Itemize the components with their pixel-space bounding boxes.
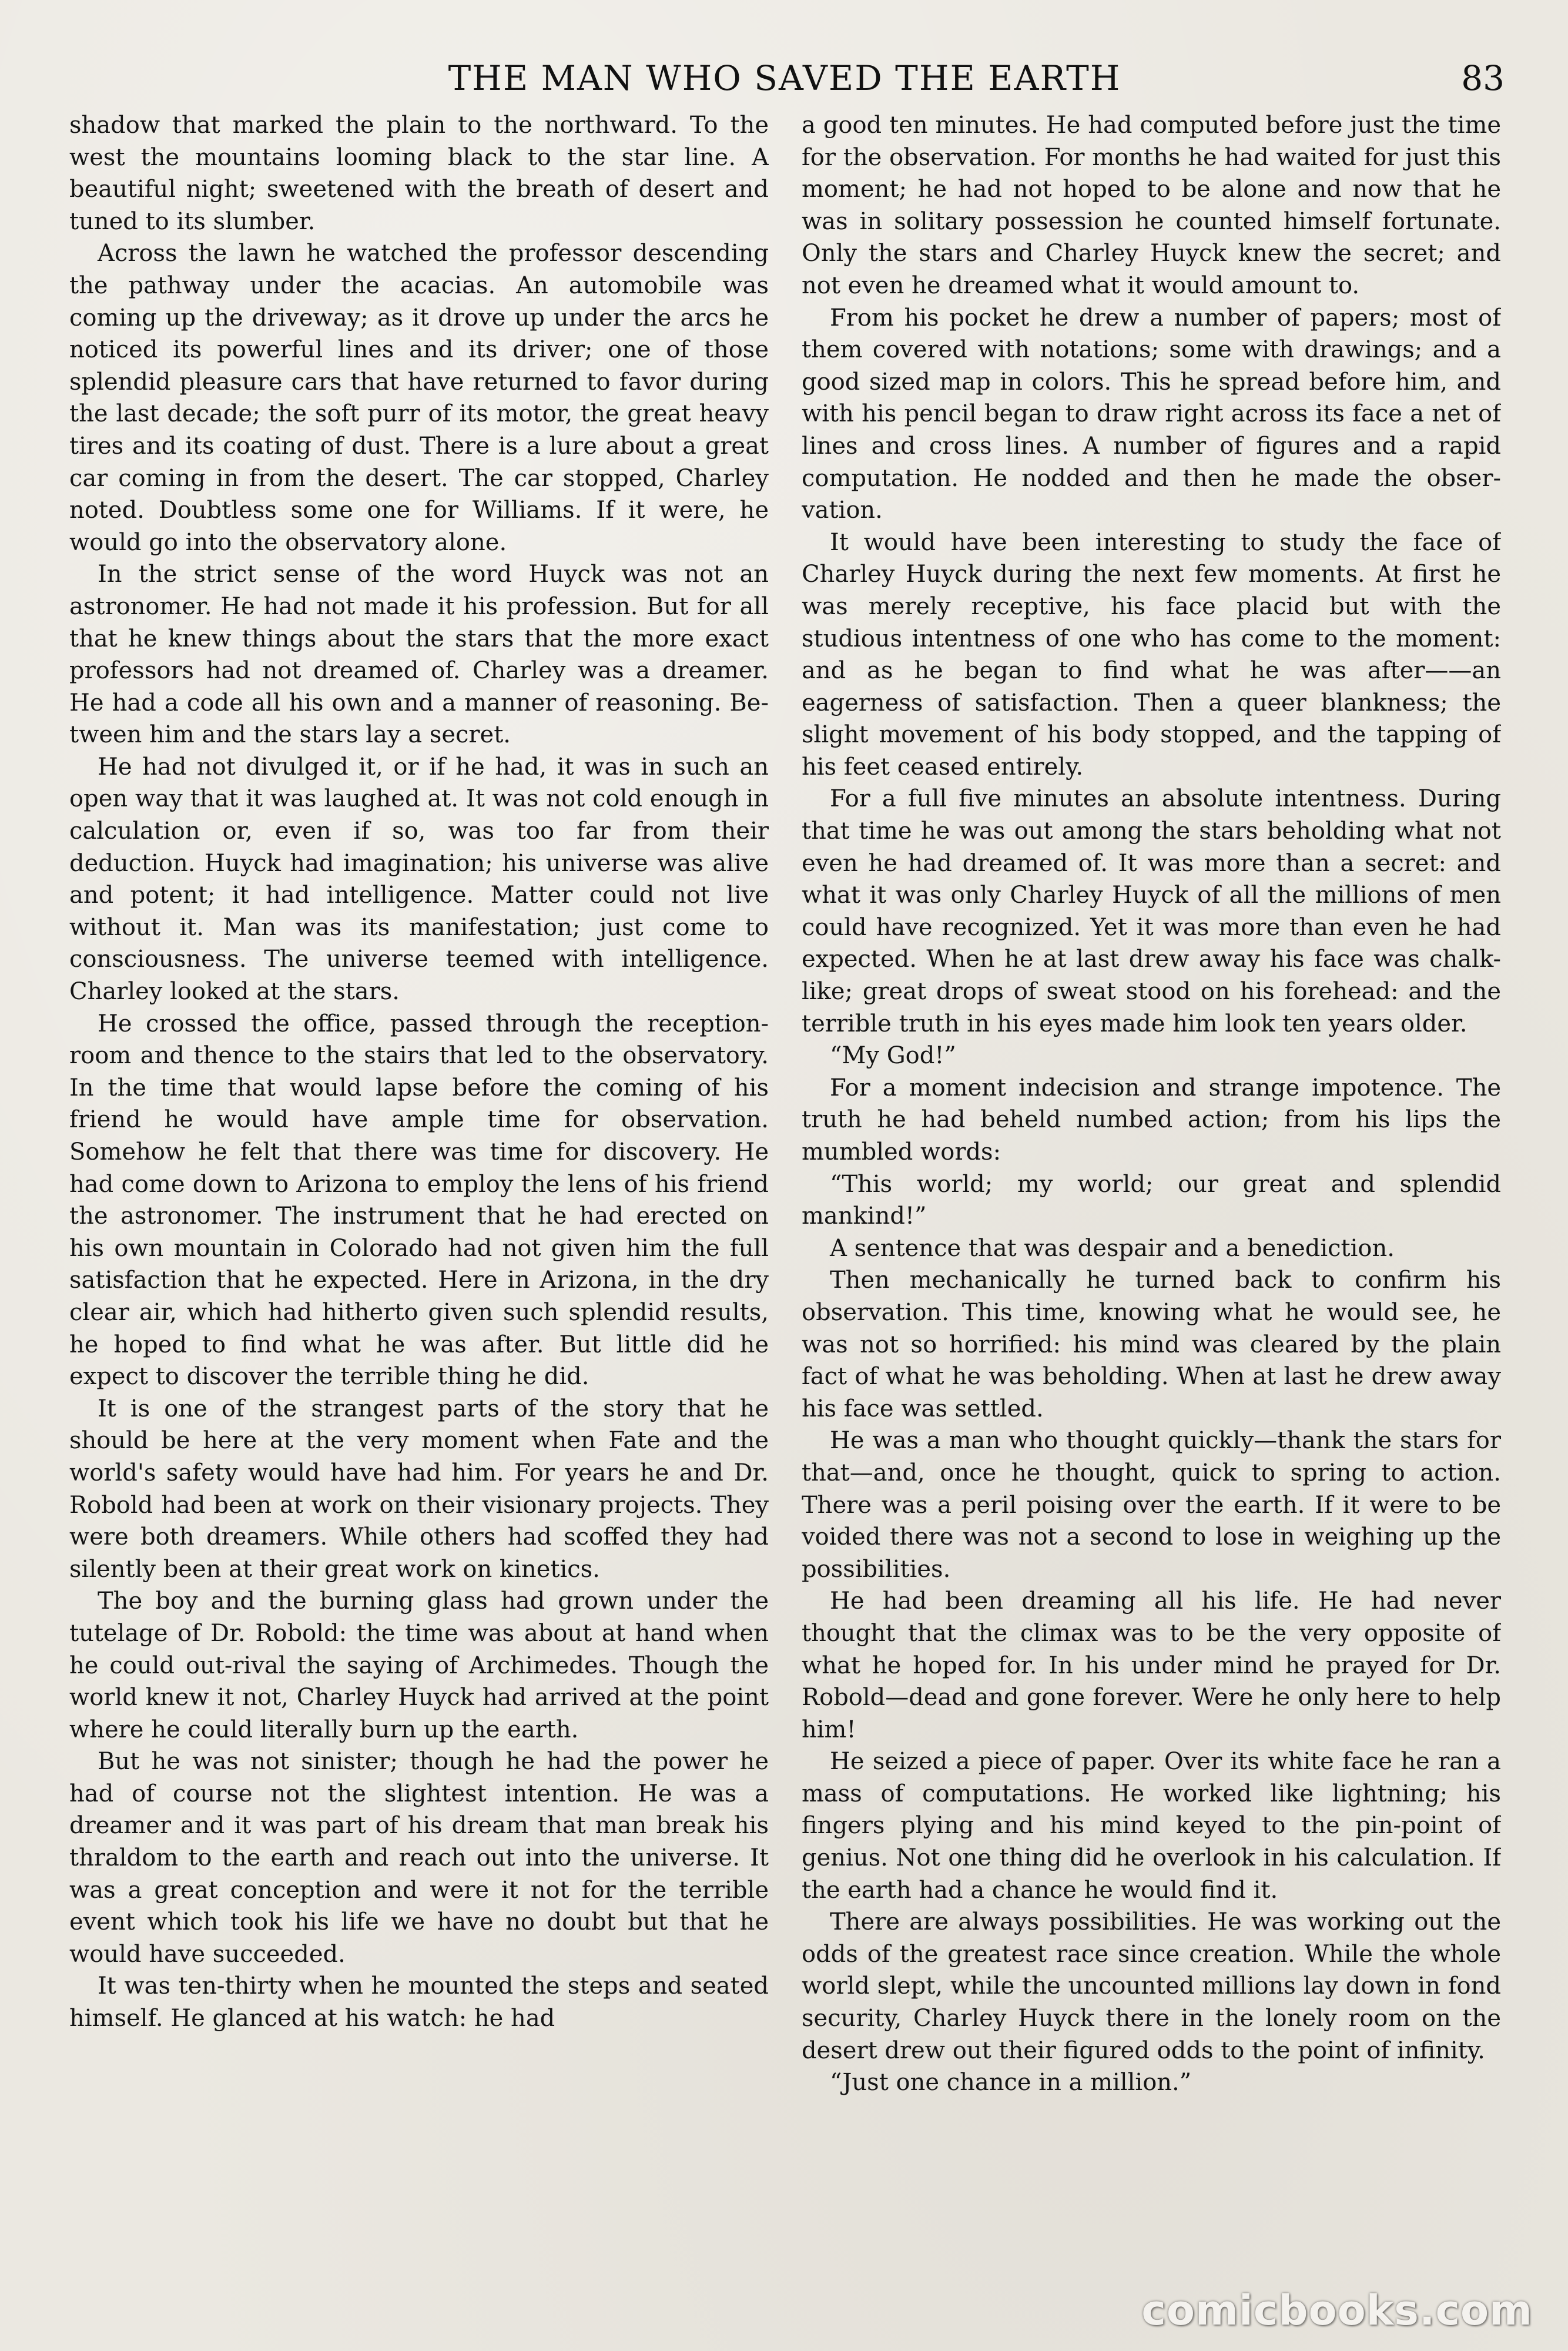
paragraph: He seized a piece of paper. Over its white face he ran a mass of computations. He worked like lightning; his fingers plying and his mind keyed to the pin-point of genius. Not one thing did he overlook in his calculation. If the earth had a chance he would find it. — [802, 1748, 1501, 1904]
paragraph: He had been dreaming all his life. He had never thought that the climax was to be the very opposite of what he hoped for. In his under mind he prayed for Dr. Robold—dead and gone forever. Were he only here to help him! — [802, 1588, 1501, 1743]
paragraph: a good ten minutes. He had computed before just the time for the observation. For months he had waited for just this moment; he had not hoped to be alone and now that he was in solitary possession he counted himself fortunate. Only the stars and Charley Huyck knew the secret; and not even he dreamed what it would amount to. — [802, 112, 1501, 299]
paragraph: “Just one chance in a million.” — [830, 2069, 1192, 2097]
paragraph: “My God!” — [830, 1042, 956, 1070]
paragraph: From his pocket he drew a number of papers; most of them covered with notations; some with drawings; and a good sized map in colors. This he spread before him, and with his pencil began to draw right across its face a net of lines and cross lines. A number of figures and a rapid computation. He nodded and then he made the observation. — [802, 304, 1501, 524]
page-number: 83 — [1461, 58, 1505, 98]
paragraph: He had not divulged it, or if he had, it was in such an open way that it was laughed at. It was not cold enough in calculation or, even if so, was too far from their deduction. Huyck had imagination; his universe was alive and potent; it had intelligence. Matter could not live without it. Man was its manifestation; just come to consciousness. The universe teemed with intelligence. Charley looked at the stars. — [69, 753, 769, 1006]
page-header — [65, 52, 1505, 105]
left-column — [69, 109, 769, 2266]
paragraph: For a moment indecision and strange impotence. The truth he had beheld numbed action; from his lips the mumbled words: — [802, 1074, 1501, 1166]
paragraph: The boy and the burning glass had grown under the tutelage of Dr. Robold: the time was about at hand when he could out-rival the saying of Archimedes. Though the world knew it not, Charley Huyck had arrived at the point where he could literally burn up the earth. — [69, 1588, 769, 1743]
paragraph: There are always possibilities. He was working out the odds of the greatest race since creation. While the whole world slept, while the uncounted millions lay down in fond security, Charley Huyck there in the lonely room on the desert drew out their figured odds to the point of infinity. — [802, 1908, 1501, 2064]
watermark: comicbooks.com — [1141, 2286, 1533, 2335]
paragraph: He was a man who thought quickly—thank the stars for that—and, once he thought, quick to spring to action. There was a peril poising over the earth. If it were to be voided there was not a second to lose in weighing up the possibilities. — [802, 1427, 1501, 1583]
paragraph: It is one of the strangest parts of the story that he should be here at the very moment when Fate and the world's safety would have had him. For years he and Dr. Robold had been at work on their visionary projects. They were both dreamers. While others had scoffed they had silently been at their great work on kinetics. — [69, 1395, 769, 1583]
paragraph: It would have been interesting to study the face of Charley Huyck during the next few moments. At first he was merely receptive, his face placid but with the studious intentness of one who has come to the moment: and as he began to find what he was after——an eagerness of satisfaction. Then a queer blankness; the slight movement of his body stopped, and the tapping of his feet ceased entirely. — [802, 528, 1501, 781]
paragraph: A sentence that was despair and a benediction. — [830, 1234, 1395, 1262]
paragraph: He crossed the office, passed through the reception-room and thence to the stairs that led to the observatory. In the time that would lapse before the coming of his friend he would have ample time for observation. Somehow he felt that there was time for discovery. He had come down to Arizona to employ the lens of his friend the astronomer. The instrument that he had erected on his own mountain in Colorado had not given him the full satisfaction that he expected. Here in Arizona, in the dry clear air, which had hitherto given such splendid results, he hoped to find what he was after. But little did he expect to discover the terrible thing he did. — [69, 1010, 769, 1391]
paragraph: Then mechanically he turned back to confirm his observation. This time, knowing what he would see, he was not so horrified: his mind was cleared by the plain fact of what he was beholding. When at last he drew away his face was settled. — [802, 1267, 1501, 1422]
paragraph: For a full five minutes an absolute intentness. During that time he was out among the stars beholding what not even he had dreamed of. It was more than a secret: and what it was only Charley Huyck of all the millions of men could have recognized. Yet it was more than even he had expected. When he at last drew away his face was chalk-like; great drops of sweat stood on his forehead: and the terrible truth in his eyes made him look ten years older. — [802, 785, 1501, 1037]
paragraph: In the strict sense of the word Huyck was not an astronomer. He had not made it his profession. But for all that he knew things about the stars that the more exact professors had not dreamed of. Charley was a dreamer. He had a code all his own and a manner of reasoning. Between him and the stars lay a secret. — [69, 561, 769, 749]
paragraph: shadow that marked the plain to the northward. To the west the mountains looming black to the star line. A beautiful night; sweetened with the breath of desert and tuned to its slumber. — [69, 112, 769, 235]
paragraph: Across the lawn he watched the professor descending the pathway under the acacias. An automobile was coming up the driveway; as it drove up under the arcs he noticed its powerful lines and its driver; one of those splendid pleasure cars that have returned to favor during the last decade; the soft purr of its motor, the great heavy tires and its coating of dust. There is a lure about a great car coming in from the desert. The car stopped, Charley noted. Doubtless some one for Williams. If it were, he would go into the observatory alone. — [69, 240, 769, 556]
paragraph: It was ten-thirty when he mounted the steps and seated himself. He glanced at his watch: he had — [69, 1972, 769, 2032]
paragraph: But he was not sinister; though he had the power he had of course not the slightest intention. He was a dreamer and it was part of his dream that man break his thraldom to the earth and reach out into the universe. It was a great conception and were it not for the terrible event which took his life we have no doubt but that he would have succeeded. — [69, 1748, 769, 1968]
paragraph: “This world; my world; our great and splendid mankind!” — [802, 1170, 1501, 1230]
running-title: THE MAN WHO SAVED THE EARTH — [448, 58, 1121, 98]
right-column — [802, 109, 1501, 2266]
